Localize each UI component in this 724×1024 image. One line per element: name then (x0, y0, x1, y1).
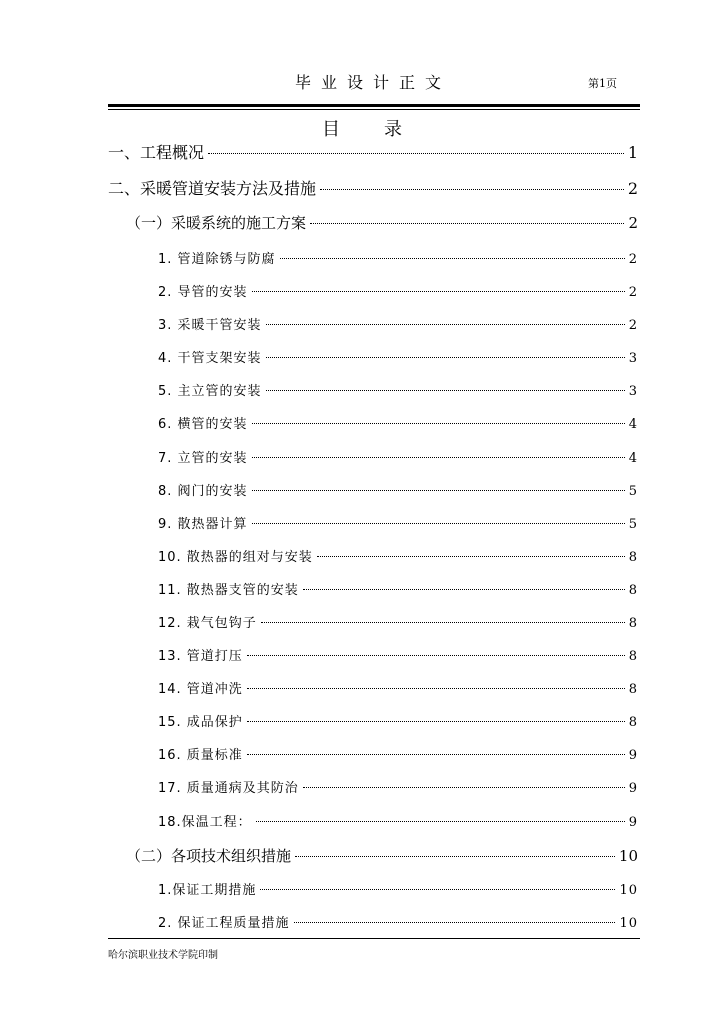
toc-entry-title: 7. 立管的安装 (158, 451, 248, 466)
toc-leader-dots (317, 556, 625, 557)
header-title: 毕业设计正文 (295, 73, 452, 92)
toc-entry-title: 13. 管道打压 (158, 649, 243, 664)
toc-entry (158, 912, 638, 931)
toc-entry-page: 8 (628, 583, 638, 598)
toc-leader-dots (252, 457, 625, 458)
toc-entry (158, 413, 638, 432)
toc-heading: 目录 (322, 119, 446, 140)
header-rule-thick (108, 104, 640, 107)
toc-entry-page: 10 (618, 847, 638, 865)
toc-entry-page: 3 (628, 351, 638, 366)
toc-entry-title: 2. 导管的安装 (158, 285, 248, 300)
toc-entry-title: 5. 主立管的安装 (158, 384, 262, 399)
toc-entry-title: 12. 栽气包钩子 (158, 616, 257, 631)
toc-entry-page: 9 (628, 781, 638, 796)
toc-entry (158, 678, 638, 697)
toc-leader-dots (294, 922, 616, 923)
toc-entry (158, 248, 638, 267)
toc-entry-page: 4 (628, 417, 638, 432)
toc-entry-page: 8 (628, 649, 638, 664)
toc-leader-dots (256, 821, 625, 822)
toc-entry-title: 4. 干管支架安装 (158, 351, 262, 366)
toc-leader-dots (260, 889, 615, 890)
footer-rule (108, 938, 640, 939)
toc-leader-dots (266, 324, 625, 325)
toc-leader-dots (247, 754, 625, 755)
toc-leader-dots (208, 153, 624, 154)
toc-leader-dots (247, 688, 625, 689)
toc-leader-dots (320, 189, 624, 190)
toc-entry (158, 777, 638, 796)
toc-entry-page: 1 (627, 143, 638, 162)
toc-entry-page: 2 (628, 214, 638, 232)
toc-entry-page: 5 (628, 484, 638, 499)
toc-entry-page: 4 (628, 451, 638, 466)
toc-entry (126, 845, 638, 866)
toc-entry (158, 314, 638, 333)
toc-entry-title: 6. 横管的安装 (158, 417, 248, 432)
toc-entry (158, 281, 638, 300)
toc-entry (158, 546, 638, 565)
toc-entry-title: 一、工程概况 (108, 143, 205, 162)
toc-entry-page: 3 (628, 384, 638, 399)
toc-leader-dots (261, 622, 625, 623)
toc-entry-page: 9 (628, 748, 638, 763)
header-page-number: 第1页 (588, 77, 617, 90)
toc-entry-page: 10 (619, 916, 638, 931)
toc-entry-page: 2 (628, 252, 638, 267)
toc-leader-dots (303, 589, 625, 590)
toc-leader-dots (295, 856, 615, 857)
toc-entry-title: 8. 阀门的安装 (158, 484, 248, 499)
toc-entry (158, 811, 638, 830)
toc-entry-title: 2. 保证工程质量措施 (158, 916, 290, 931)
toc-entry (158, 879, 638, 898)
toc-entry-title: （一）采暖系统的施工方案 (126, 214, 307, 232)
toc-entry (158, 579, 638, 598)
toc-leader-dots (247, 655, 625, 656)
toc-leader-dots (252, 291, 625, 292)
toc-leader-dots (252, 490, 625, 491)
toc-entry-title: 14. 管道冲洗 (158, 682, 243, 697)
footer-text: 哈尔滨职业技术学院印制 (108, 950, 218, 961)
toc-entry-title: 3. 采暖干管安装 (158, 318, 262, 333)
toc-leader-dots (310, 223, 624, 224)
toc-entry-title: 17. 质量通病及其防治 (158, 781, 299, 796)
toc-entry-title: 1. 管道除锈与防腐 (158, 252, 276, 267)
toc-entry-page: 8 (628, 550, 638, 565)
toc-entry (158, 447, 638, 466)
toc-leader-dots (252, 423, 625, 424)
toc-entry (158, 744, 638, 763)
toc-leader-dots (247, 721, 625, 722)
header-rule-thin (108, 109, 640, 110)
toc-entry (158, 612, 638, 631)
toc-entry-title: 二、采暖管道安装方法及措施 (108, 179, 317, 198)
toc-entry-title: 18.保温工程： (158, 815, 252, 830)
toc-entry-title: 15. 成品保护 (158, 715, 243, 730)
toc-entry (158, 645, 638, 664)
toc-entry (126, 212, 638, 233)
toc-leader-dots (266, 357, 625, 358)
toc-entry-page: 2 (628, 318, 638, 333)
toc-entry-page: 8 (628, 715, 638, 730)
toc-entry-title: （二）各项技术组织措施 (126, 847, 292, 865)
toc-entry (158, 480, 638, 499)
toc-leader-dots (280, 258, 625, 259)
toc-entry (108, 176, 638, 199)
toc-entry-page: 2 (628, 285, 638, 300)
toc-entry-title: 1.保证工期措施 (158, 883, 257, 898)
toc-entry-title: 9. 散热器计算 (158, 517, 248, 532)
toc-leader-dots (266, 390, 625, 391)
toc-entry (158, 711, 638, 730)
toc-entry-page: 10 (619, 883, 638, 898)
toc-entry-page: 8 (628, 616, 638, 631)
toc-entry (158, 347, 638, 366)
toc-entry-page: 5 (628, 517, 638, 532)
toc-entry (158, 513, 638, 532)
toc-leader-dots (303, 787, 625, 788)
toc-leader-dots (252, 523, 625, 524)
toc-entry-page: 8 (628, 682, 638, 697)
toc-entry-page: 2 (627, 179, 638, 198)
toc-entry-title: 11. 散热器支管的安装 (158, 583, 299, 598)
toc-entry-page: 9 (628, 815, 638, 830)
toc-entry-title: 10. 散热器的组对与安装 (158, 550, 313, 565)
toc-entry (158, 380, 638, 399)
toc-entry (108, 140, 638, 163)
toc-entry-title: 16. 质量标准 (158, 748, 243, 763)
